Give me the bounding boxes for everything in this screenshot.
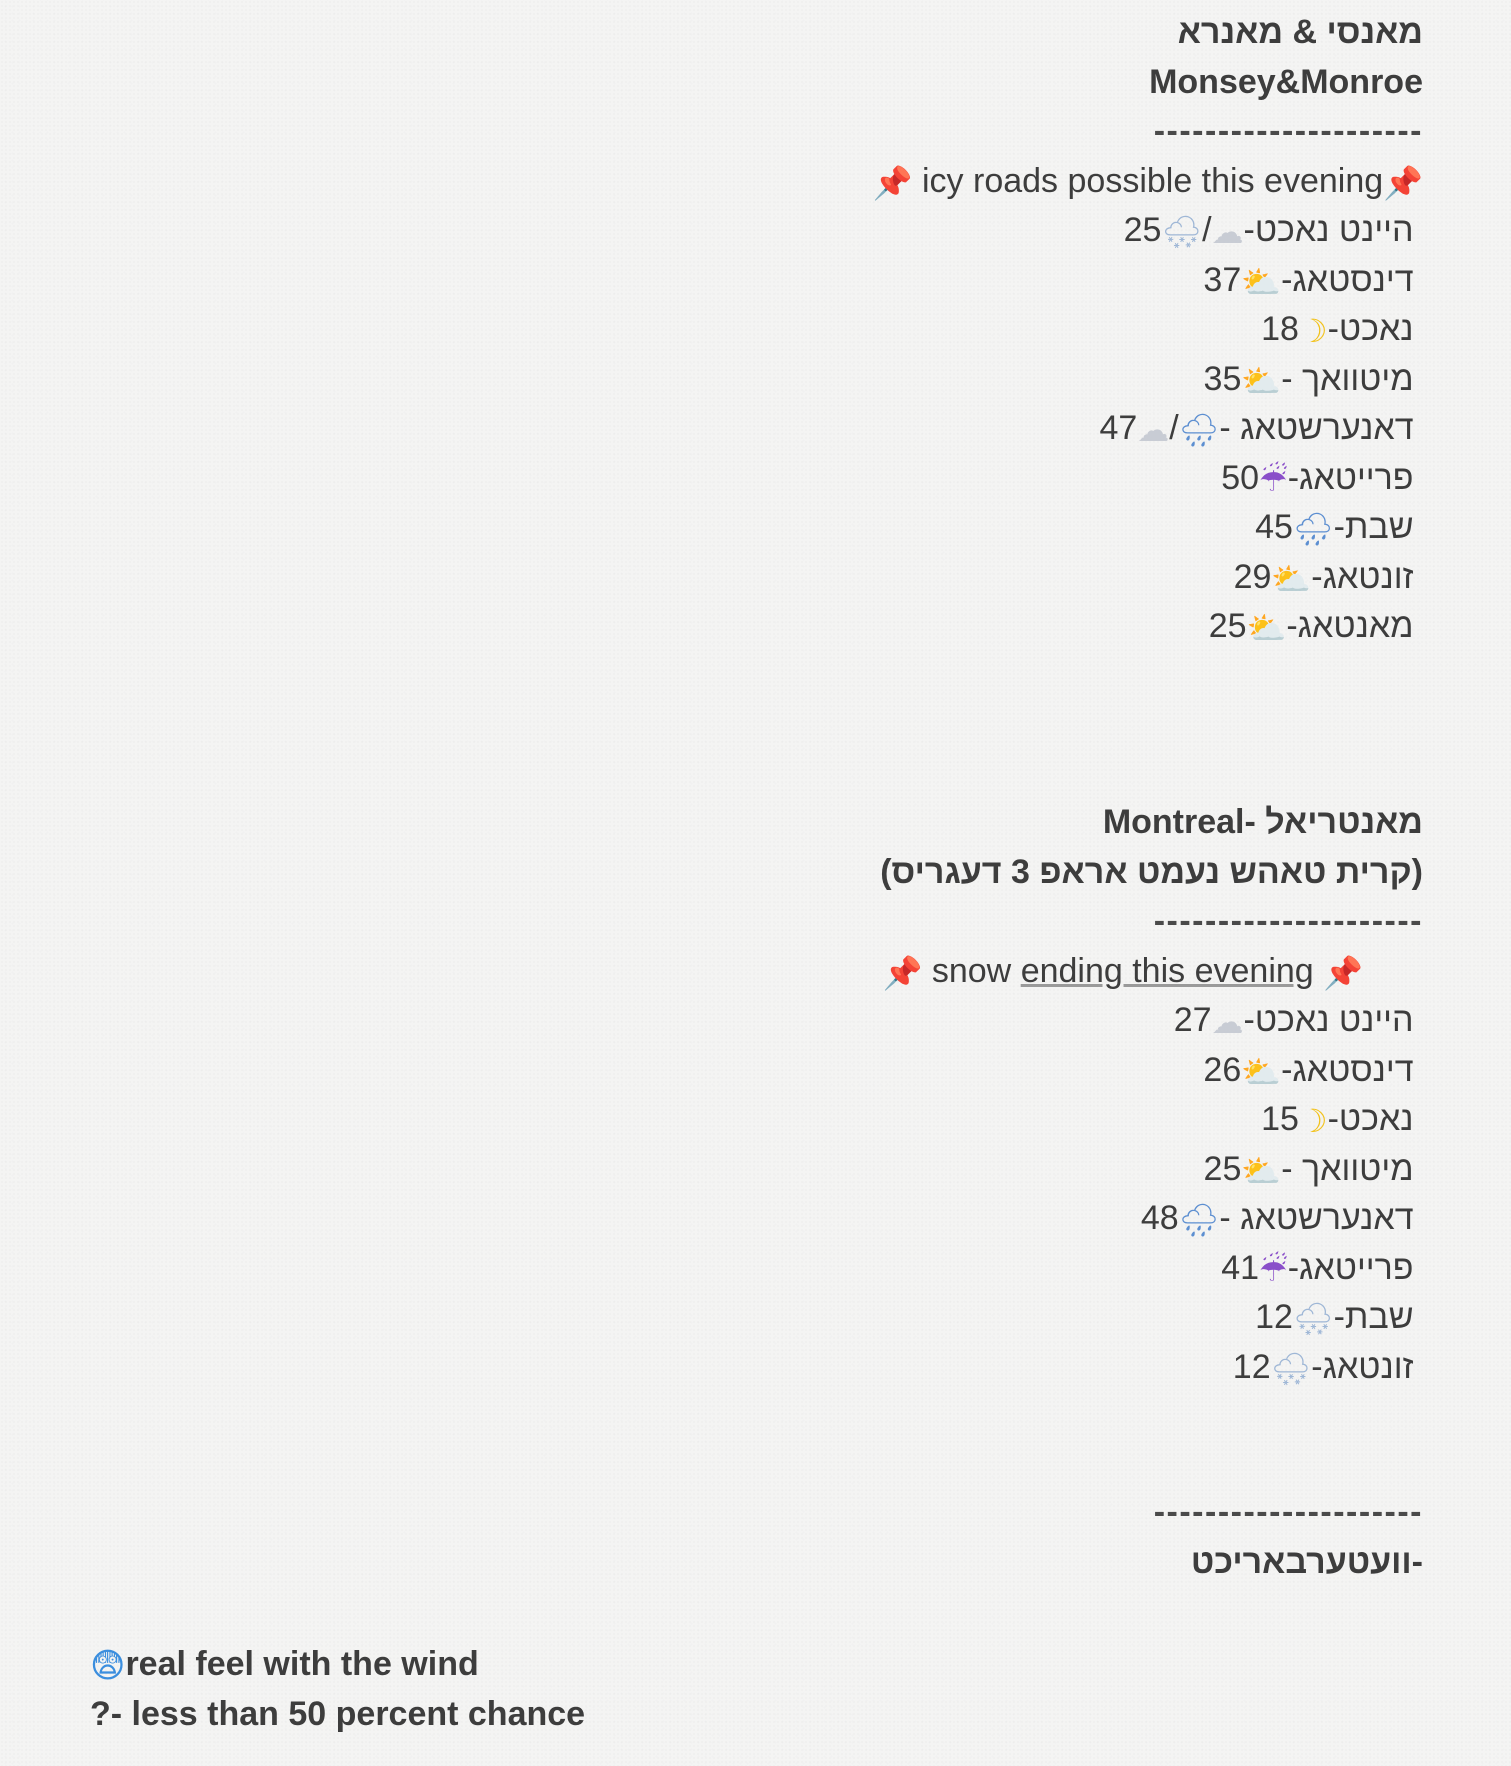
monsey-forecast-row xyxy=(523,206,1423,256)
forecast-day-label: דאנערשטאג - xyxy=(1219,1199,1423,1237)
pushpin-icon: 📌 xyxy=(1323,953,1363,992)
forecast-temperature: 12 xyxy=(1255,1298,1293,1336)
montreal-forecast-row xyxy=(523,1095,1423,1145)
legend xyxy=(90,1640,585,1739)
monsey-forecast-row xyxy=(523,553,1423,603)
forecast-temperature: 12 xyxy=(1232,1347,1271,1386)
montreal-title-hebrew: מאנטריאל xyxy=(1265,803,1423,841)
forecast-day-label: שבת- xyxy=(1333,1298,1423,1336)
sun-behind-cloud-icon: ⛅ xyxy=(1241,1151,1282,1190)
monsey-title-english: Monsey&Monroe xyxy=(1149,62,1423,101)
forecast-temperature: 50 xyxy=(1221,458,1260,497)
montreal-alert xyxy=(523,947,1423,997)
sun-behind-cloud-icon: ⛅ xyxy=(1241,262,1282,301)
cloud-icon: ☁ xyxy=(1211,213,1244,251)
montreal-forecast-row xyxy=(523,1293,1423,1343)
montreal-alert-underlined: ending this evening xyxy=(1020,951,1314,990)
forecast-temperature: 15 xyxy=(1261,1100,1299,1138)
forecast-temperature: 48 xyxy=(1140,1199,1179,1237)
monsey-forecast-list xyxy=(523,206,1423,652)
pushpin-icon: 📌 xyxy=(872,163,913,202)
monsey-forecast-row xyxy=(523,256,1423,306)
forecast-day-label: זונטאג- xyxy=(1311,557,1423,596)
legend-line-chance: ?- less than 50 percent chance xyxy=(90,1694,586,1733)
montreal-alert-text: snow xyxy=(931,951,1012,990)
monsey-alert xyxy=(523,157,1423,207)
forecast-temperature: 25 xyxy=(1208,607,1247,645)
sun-behind-cloud-icon: ⛅ xyxy=(1246,609,1287,647)
forecast-day-label: נאכט- xyxy=(1327,1100,1423,1138)
forecast-day-label: פרייטאג- xyxy=(1287,458,1423,497)
fearful-face-icon: 😨 xyxy=(90,1646,126,1686)
legend-line-real-feel xyxy=(90,1640,585,1690)
cloud-rain-icon: 🌧 xyxy=(1178,1201,1220,1239)
monsey-forecast-row xyxy=(523,404,1423,454)
forecast-day-label: פרייטאג- xyxy=(1287,1248,1423,1287)
forecast-day-label: זונטאג- xyxy=(1311,1347,1423,1386)
monsey-divider: --------------------- xyxy=(1153,112,1423,150)
cloud-icon: ☁ xyxy=(1211,1003,1244,1041)
pushpin-icon: 📌 xyxy=(1383,163,1423,202)
forecast-day-label: דינסטאג- xyxy=(1281,1050,1423,1089)
forecast-day-label: שבת- xyxy=(1333,508,1423,546)
forecast-day-label: היינט נאכט- xyxy=(1243,1001,1423,1039)
cloud-icon: ☁ xyxy=(1137,411,1170,449)
monsey-forecast-row xyxy=(523,503,1423,553)
forecast-temperature: 25 xyxy=(1123,211,1162,249)
forecast-temperature: 26 xyxy=(1203,1050,1242,1089)
montreal-forecast-block xyxy=(523,798,1423,1392)
forecast-day-label: מיטוואך - xyxy=(1281,359,1423,398)
pushpin-icon: 📌 xyxy=(882,953,923,992)
sun-behind-cloud-icon: ⛅ xyxy=(1241,1052,1282,1091)
forecast-day-label: מאנטאג- xyxy=(1286,607,1423,645)
forecast-temperature: 35 xyxy=(1203,359,1242,398)
montreal-forecast-row xyxy=(523,996,1423,1046)
monsey-forecast-row xyxy=(523,454,1423,504)
monsey-forecast-row xyxy=(523,305,1423,355)
forecast-day-label: מיטוואך - xyxy=(1281,1149,1423,1188)
forecast-temperature: 37 xyxy=(1203,260,1242,299)
montreal-title-english: Montreal- xyxy=(1102,803,1256,841)
montreal-title xyxy=(523,798,1423,848)
legend-real-feel-text: real feel with the wind xyxy=(125,1645,479,1683)
monsey-forecast-row xyxy=(523,602,1423,652)
cloud-snow-icon: 🌨 xyxy=(1161,213,1203,251)
sun-behind-cloud-icon: ⛅ xyxy=(1241,361,1282,400)
monsey-alert-text: icy roads possible this evening xyxy=(922,161,1384,200)
forecast-day-label: דינסטאג- xyxy=(1281,260,1423,299)
monsey-title-hebrew: מאנסי & מאנרא xyxy=(1177,13,1423,51)
cloud-snow-icon: 🌨 xyxy=(1270,1349,1312,1388)
umbrella-rain-icon: ☔ xyxy=(1259,1250,1288,1289)
cloud-rain-icon: 🌧 xyxy=(1178,411,1220,449)
montreal-forecast-row xyxy=(523,1244,1423,1294)
montreal-forecast-row xyxy=(523,1145,1423,1195)
montreal-subtitle: (קרית טאהש נעמט אראפ 3 דעגריס) xyxy=(880,852,1423,891)
sun-behind-cloud-icon: ⛅ xyxy=(1271,559,1312,598)
forecast-temperature: 29 xyxy=(1233,557,1272,596)
cloud-rain-icon: 🌧 xyxy=(1292,510,1334,548)
monsey-forecast-block xyxy=(523,8,1423,652)
montreal-forecast-row xyxy=(523,1046,1423,1096)
forecast-temperature: 18 xyxy=(1261,310,1299,348)
forecast-day-label: היינט נאכט- xyxy=(1243,211,1423,249)
crescent-moon-icon: ☽ xyxy=(1298,312,1328,350)
forecast-day-label: נאכט- xyxy=(1327,310,1423,348)
forecast-icon-separator: / xyxy=(1169,409,1179,447)
forecast-temperature: 25 xyxy=(1203,1149,1242,1188)
forecast-temperature: 27 xyxy=(1173,1001,1212,1039)
montreal-divider: --------------------- xyxy=(1153,902,1423,940)
montreal-forecast-row xyxy=(523,1343,1423,1393)
cloud-snow-icon: 🌨 xyxy=(1292,1300,1334,1338)
forecast-temperature: 41 xyxy=(1221,1248,1260,1287)
forecast-temperature: 47 xyxy=(1099,409,1138,447)
crescent-moon-icon: ☽ xyxy=(1298,1102,1328,1140)
forecast-day-label: דאנערשטאג - xyxy=(1219,409,1423,447)
footer-divider: --------------------- xyxy=(1153,1493,1423,1531)
footer-block xyxy=(523,1488,1423,1587)
umbrella-rain-icon: ☔ xyxy=(1259,460,1288,499)
montreal-forecast-row xyxy=(523,1194,1423,1244)
monsey-forecast-row xyxy=(523,355,1423,405)
montreal-forecast-list xyxy=(523,996,1423,1392)
weather-report-label: -וועטערבאריכט xyxy=(1190,1542,1423,1581)
forecast-temperature: 45 xyxy=(1255,508,1293,546)
forecast-icon-separator: / xyxy=(1202,211,1212,249)
